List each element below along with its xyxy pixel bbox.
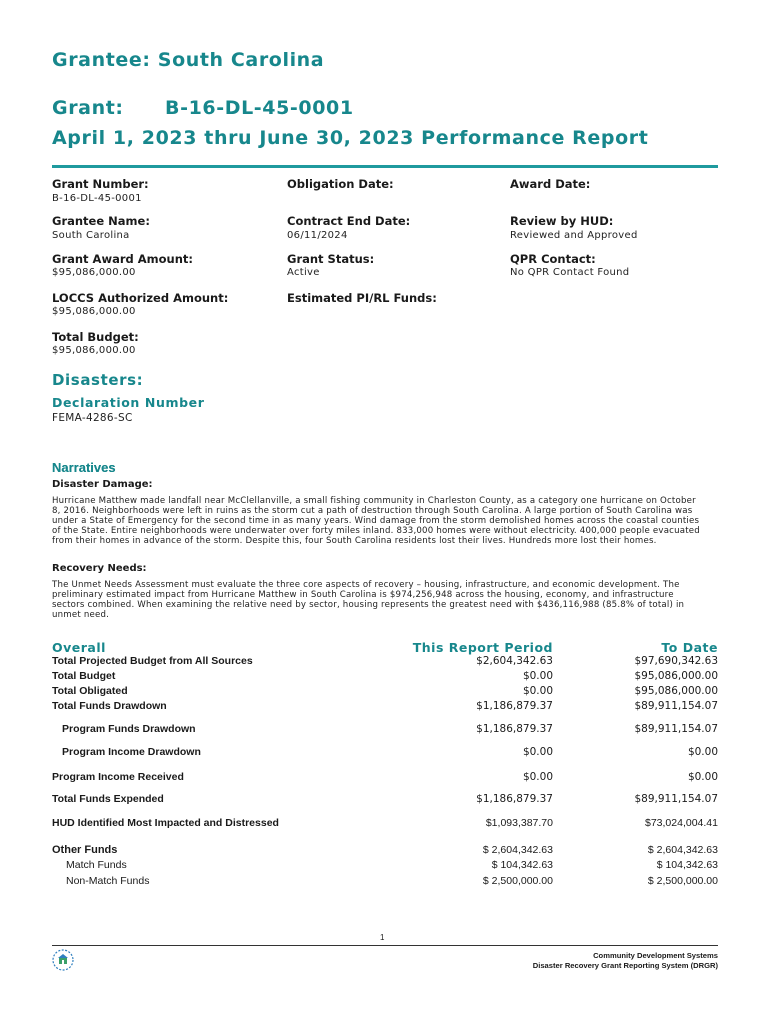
table-row-label: Total Funds Drawdown [52, 700, 167, 712]
footer-line-2: Disaster Recovery Grant Reporting System (DRGR) [532, 961, 718, 970]
table-row-period: $0.00 [522, 670, 553, 682]
disasters-heading: Disasters: [52, 371, 144, 389]
narratives-heading: Narratives [52, 460, 116, 475]
grant-number-label: Grant Number: [52, 177, 149, 191]
table-row-label: Total Funds Expended [52, 793, 164, 805]
recovery-needs-label: Recovery Needs: [52, 563, 147, 574]
other-funds-period: $ 2,604,342.63 [482, 844, 553, 856]
contract-end-label: Contract End Date: [287, 214, 411, 228]
table-row-todate: $97,690,342.63 [634, 655, 718, 667]
grant-number-heading: B-16-DL-45-0001 [165, 97, 354, 119]
declaration-number-value: FEMA-4286-SC [52, 412, 133, 424]
column-header-this-period: This Report Period [412, 640, 553, 655]
hud-seal-icon [52, 949, 74, 971]
other-funds-todate: $ 2,604,342.63 [647, 844, 718, 856]
grant-status-label: Grant Status: [287, 252, 375, 266]
table-row-todate: $89,911,154.07 [634, 793, 718, 805]
match-funds-todate: $ 104,342.63 [656, 859, 718, 871]
table-row-period: $1,186,879.37 [476, 793, 553, 805]
recovery-needs-text: The Unmet Needs Assessment must evaluate the three core aspects of recovery – housing, infrastructure, and economic development. The preliminary estimated impact from Hurricane Matthew in South Carolina is $974,256,948 across the housing, economy, and infrastructure sectors combined. When examining the relative need by sector, housing represents the greatest need with $436,116,988 (85.8% of total) in unmet need. [52, 580, 685, 620]
table-row-todate: $89,911,154.07 [634, 723, 718, 735]
table-row-period: $1,186,879.37 [476, 700, 553, 712]
table-row-label: Program Funds Drawdown [62, 723, 196, 735]
qpr-contact-value: No QPR Contact Found [510, 267, 630, 278]
match-funds-period: $ 104,342.63 [491, 859, 553, 871]
table-row-period: $1,186,879.37 [476, 723, 553, 735]
loccs-value: $95,086,000.00 [52, 306, 136, 317]
pirl-funds-label: Estimated PI/RL Funds: [287, 291, 437, 305]
loccs-label: LOCCS Authorized Amount: [52, 291, 229, 305]
disaster-damage-label: Disaster Damage: [52, 479, 153, 490]
grant-status-value: Active [287, 267, 320, 278]
match-funds-label: Match Funds [66, 859, 127, 871]
table-row-todate: $0.00 [687, 771, 718, 783]
footer-divider [52, 945, 718, 946]
disaster-damage-text: Hurricane Matthew made landfall near McClellanville, a small fishing community in Charleston County, as a category one hurricane on October 8, 2016. Neighborhoods were left in ruins as the storm cut a path of destruction through South Carolina. A large portion of South Carolina was under a State of Emergency for the second time in as many years. Wind damage from the storm demolished homes across the coastal counties of the State. Entire neighborhoods were underwater over forty miles inland. 833,000 homes were without electricity. 400,000 people evacuated from their homes in advance of the storm. Despite this, four South Carolina residents lost their lives. Hundreds more lost their homes. [52, 496, 700, 546]
table-row-period: $1,093,387.70 [485, 817, 553, 829]
table-row-label: Total Projected Budget from All Sources [52, 655, 253, 667]
other-funds-heading: Other Funds [52, 844, 118, 856]
declaration-number-label: Declaration Number [52, 395, 205, 410]
obligation-date-label: Obligation Date: [287, 177, 394, 191]
contract-end-value: 06/11/2024 [287, 230, 348, 241]
award-amount-value: $95,086,000.00 [52, 267, 136, 278]
total-budget-value: $95,086,000.00 [52, 345, 136, 356]
table-row-todate: $95,086,000.00 [634, 670, 718, 682]
table-row-todate: $73,024,004.41 [645, 817, 718, 829]
table-row-label: Total Budget [52, 670, 116, 682]
grantee-name-value: South Carolina [52, 230, 130, 241]
review-value: Reviewed and Approved [510, 230, 638, 241]
non-match-funds-todate: $ 2,500,000.00 [647, 875, 718, 887]
grantee-heading: Grantee: South Carolina [52, 49, 325, 71]
overall-heading: Overall [52, 640, 106, 655]
column-header-to-date: To Date [661, 640, 718, 655]
table-row-label: Program Income Drawdown [62, 746, 201, 758]
header-divider [52, 165, 718, 168]
table-row-label: Program Income Received [52, 771, 184, 783]
table-row-label: Total Obligated [52, 685, 128, 697]
grant-number-value: B-16-DL-45-0001 [52, 193, 142, 204]
grant-label: Grant: [52, 97, 124, 119]
total-budget-label: Total Budget: [52, 330, 139, 344]
table-row-todate: $89,911,154.07 [634, 700, 718, 712]
table-row-todate: $95,086,000.00 [634, 685, 718, 697]
report-title: April 1, 2023 thru June 30, 2023 Performance Report [52, 127, 649, 149]
non-match-funds-period: $ 2,500,000.00 [482, 875, 553, 887]
award-amount-label: Grant Award Amount: [52, 252, 194, 266]
non-match-funds-label: Non-Match Funds [66, 875, 150, 887]
table-row-todate: $0.00 [687, 746, 718, 758]
table-row-period: $0.00 [522, 685, 553, 697]
qpr-contact-label: QPR Contact: [510, 252, 596, 266]
footer-line-1: Community Development Systems [593, 951, 718, 960]
page-number: 1 [380, 933, 385, 942]
table-row-label: HUD Identified Most Impacted and Distressed [52, 817, 279, 829]
table-row-period: $2,604,342.63 [476, 655, 553, 667]
table-row-period: $0.00 [522, 771, 553, 783]
award-date-label: Award Date: [510, 177, 591, 191]
grantee-name-label: Grantee Name: [52, 214, 150, 228]
table-row-period: $0.00 [522, 746, 553, 758]
review-label: Review by HUD: [510, 214, 614, 228]
